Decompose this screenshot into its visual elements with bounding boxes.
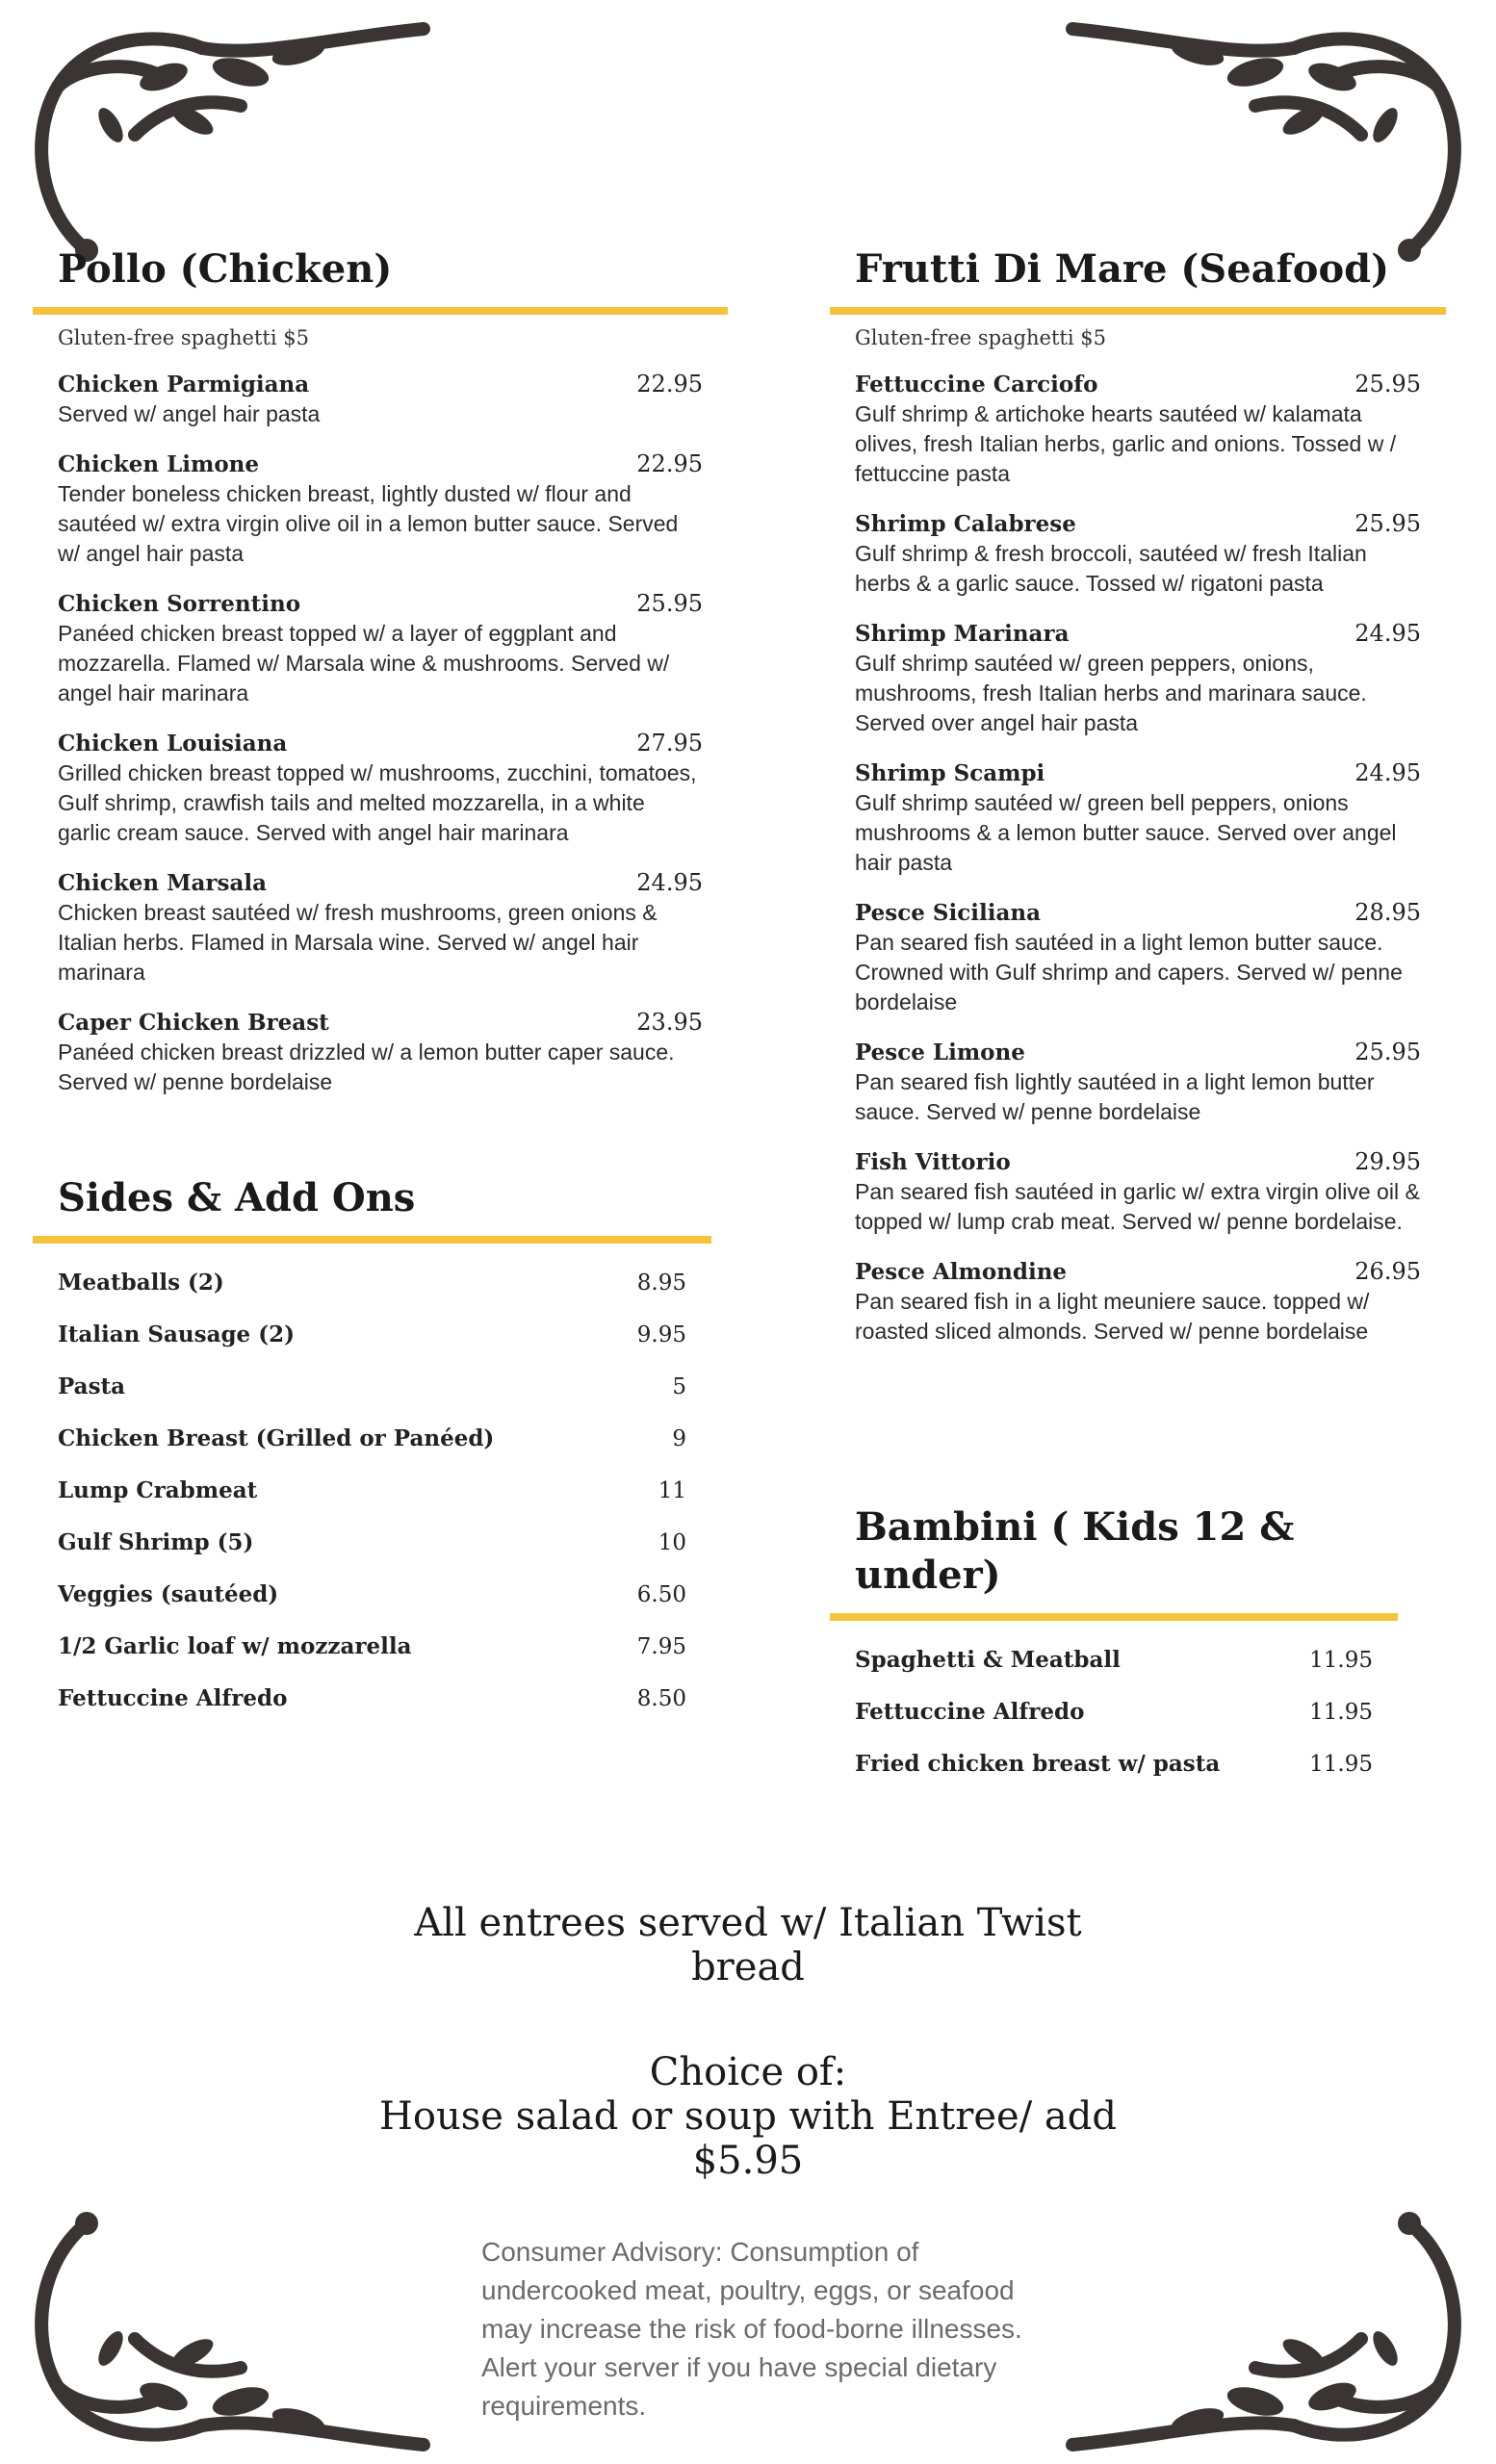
item-description: Gulf shrimp sautéed w/ green bell peppers, onions mushrooms & a lemon butter sauce. Served over angel hair pasta: [855, 790, 1397, 875]
item-price: 29.95: [1354, 1148, 1421, 1175]
ornament-icon: [1053, 19, 1477, 270]
item-name: Chicken Marsala: [58, 870, 268, 896]
item-price: 9.95: [636, 1322, 686, 1348]
item-price: 22.95: [636, 371, 703, 398]
item-price: 6.50: [636, 1582, 686, 1607]
item-name: Veggies (sautéed): [58, 1581, 279, 1607]
section-divider: [830, 1613, 1398, 1621]
item-name: Chicken Louisiana: [58, 731, 288, 757]
item-description: Pan seared fish sautéed in garlic w/ extra virgin olive oil & topped w/ lump crab meat. Served w/ penne bordelaise.: [855, 1179, 1420, 1234]
side-item: [33, 1517, 711, 1569]
menu-item: [33, 450, 728, 569]
item-name: Pesce Limone: [855, 1040, 1025, 1065]
side-item: [33, 1413, 711, 1465]
section-divider: [33, 307, 728, 315]
side-item: [33, 1309, 711, 1361]
item-name: Pasta: [58, 1373, 126, 1399]
bambini-section: [830, 1503, 1398, 1790]
menu-item: [830, 1039, 1446, 1127]
item-price: 11.95: [1309, 1752, 1373, 1777]
menu-item: [830, 759, 1446, 878]
menu-item: [33, 730, 728, 848]
item-name: Meatballs (2): [58, 1270, 224, 1296]
bambini-title: Bambini ( Kids 12 & under): [855, 1504, 1295, 1598]
menu-item: [830, 620, 1446, 738]
menu-item: [33, 371, 728, 429]
side-item: [33, 1361, 711, 1413]
item-price: 11.95: [1309, 1700, 1373, 1725]
item-name: Shrimp Marinara: [855, 621, 1070, 647]
pollo-section: [33, 245, 728, 1097]
item-price: 8.95: [636, 1270, 686, 1296]
menu-item: [33, 590, 728, 708]
bread-note: [363, 1901, 1133, 1989]
side-item: [33, 1621, 711, 1673]
item-price: 26.95: [1354, 1258, 1421, 1285]
ornament-icon: [19, 19, 443, 270]
item-price: 27.95: [636, 730, 703, 757]
item-price: 25.95: [636, 590, 703, 617]
bread-line: All entrees served w/ Italian Twist: [414, 1901, 1082, 1945]
item-description: Pan seared fish in a light meuniere sauce. topped w/ roasted sliced almonds. Served w/ penne bordelaise: [855, 1289, 1370, 1344]
bread-line: bread: [691, 1945, 805, 1989]
item-price: 25.95: [1354, 371, 1421, 398]
item-price: 11.95: [1309, 1648, 1373, 1673]
corner-ornament-bottom-left: [19, 2204, 443, 2454]
item-name: Spaghetti & Meatball: [855, 1647, 1121, 1673]
item-name: Chicken Parmigiana: [58, 372, 310, 398]
item-description: Served w/ angel hair pasta: [58, 401, 321, 426]
choice-note: [363, 2050, 1133, 2183]
item-name: Pesce Siciliana: [855, 900, 1041, 926]
item-name: Pesce Almondine: [855, 1259, 1068, 1285]
menu-item: [830, 1258, 1446, 1347]
item-name: Fish Vittorio: [855, 1149, 1011, 1175]
seafood-section: [830, 245, 1446, 1347]
side-item: [33, 1257, 711, 1309]
item-price: 8.50: [636, 1686, 686, 1711]
item-price: 9: [672, 1426, 686, 1451]
kids-item: [830, 1634, 1398, 1686]
section-divider: [33, 1236, 711, 1244]
side-item: [33, 1465, 711, 1517]
item-price: 22.95: [636, 450, 703, 477]
item-price: 24.95: [1354, 759, 1421, 786]
item-name: Chicken Breast (Grilled or Panéed): [58, 1425, 495, 1451]
item-name: Shrimp Calabrese: [855, 511, 1076, 537]
side-item: [33, 1673, 711, 1725]
item-name: Italian Sausage (2): [58, 1322, 295, 1348]
seafood-note: Gluten-free spaghetti $5: [855, 326, 1106, 349]
item-price: 10: [658, 1530, 686, 1555]
item-price: 24.95: [636, 869, 703, 896]
item-description: Gulf shrimp & fresh broccoli, sautéed w/ fresh Italian herbs & a garlic sauce. Tossed w/ rigatoni pasta: [855, 541, 1367, 596]
item-price: 25.95: [1354, 1039, 1421, 1065]
pollo-note: Gluten-free spaghetti $5: [58, 326, 309, 349]
menu-item: [830, 1148, 1446, 1237]
side-item: [33, 1569, 711, 1621]
item-name: Fried chicken breast w/ pasta: [855, 1751, 1221, 1777]
item-description: Chicken breast sautéed w/ fresh mushrooms, green onions & Italian herbs. Flamed in Marsala wine. Served w/ angel hair marinara: [58, 900, 658, 985]
item-price: 11: [658, 1478, 686, 1503]
item-name: Fettuccine Alfredo: [58, 1685, 288, 1711]
item-description: Pan seared fish sautéed in a light lemon butter sauce. Crowned with Gulf shrimp and capers. Served w/ penne bordelaise: [855, 930, 1403, 1014]
item-description: Gulf shrimp & artichoke hearts sautéed w/ kalamata olives, fresh Italian herbs, garlic and onions. Tossed w / fettuccine pasta: [855, 401, 1397, 486]
ornament-icon: [1053, 2204, 1477, 2454]
item-price: 28.95: [1354, 899, 1421, 926]
item-name: Gulf Shrimp (5): [58, 1529, 254, 1555]
item-price: 23.95: [636, 1009, 703, 1036]
ornament-icon: [19, 2204, 443, 2454]
item-description: Gulf shrimp sautéed w/ green peppers, onions, mushrooms, fresh Italian herbs and marinara sauce. Served over angel hair pasta: [855, 651, 1367, 735]
item-name: Fettuccine Carciofo: [855, 372, 1098, 398]
item-name: Chicken Limone: [58, 451, 260, 477]
item-description: Panéed chicken breast topped w/ a layer of eggplant and mozzarella. Flamed w/ Marsala wine & mushrooms. Served w/ angel hair marinara: [58, 621, 670, 706]
item-name: Caper Chicken Breast: [58, 1010, 329, 1036]
item-price: 5: [672, 1374, 686, 1399]
sides-section: [33, 1174, 711, 1725]
kids-item: [830, 1738, 1398, 1790]
kids-item: [830, 1686, 1398, 1738]
menu-item: [830, 510, 1446, 599]
choice-line: $5.95: [692, 2139, 804, 2183]
consumer-advisory: Consumer Advisory: Consumption of undercooked meat, poultry, eggs, or seafood may increase the risk of food-borne illnesses. Alert your server if you have special dietary requirements.: [481, 2237, 1022, 2421]
item-name: Fettuccine Alfredo: [855, 1699, 1085, 1725]
item-description: Panéed chicken breast drizzled w/ a lemon butter caper sauce. Served w/ penne bordelaise: [58, 1040, 675, 1094]
item-description: Tender boneless chicken breast, lightly dusted w/ flour and sautéed w/ extra virgin olive oil in a lemon butter sauce. Served w/ angel hair pasta: [58, 481, 679, 566]
choice-line: House salad or soup with Entree/ add: [379, 2094, 1117, 2139]
item-description: Pan seared fish lightly sautéed in a light lemon butter sauce. Served w/ penne bordelaise: [855, 1069, 1375, 1124]
menu-item: [830, 899, 1446, 1017]
item-name: 1/2 Garlic loaf w/ mozzarella: [58, 1633, 412, 1659]
pollo-title: Pollo (Chicken): [58, 246, 393, 292]
menu-item: [33, 869, 728, 988]
corner-ornament-top-right: [1053, 19, 1477, 270]
sides-title: Sides & Add Ons: [58, 1175, 416, 1220]
item-price: 7.95: [636, 1634, 686, 1659]
seafood-title: Frutti Di Mare (Seafood): [855, 246, 1390, 292]
item-price: 24.95: [1354, 620, 1421, 647]
item-name: Lump Crabmeat: [58, 1477, 258, 1503]
menu-item: [33, 1009, 728, 1097]
section-divider: [830, 307, 1446, 315]
menu-item: [830, 371, 1446, 489]
corner-ornament-bottom-right: [1053, 2204, 1477, 2454]
corner-ornament-top-left: [19, 19, 443, 270]
choice-line: Choice of:: [649, 2050, 847, 2094]
item-description: Grilled chicken breast topped w/ mushrooms, zucchini, tomatoes, Gulf shrimp, crawfish tails and melted mozzarella, in a white garlic cream sauce. Served with angel hair marinara: [58, 760, 697, 845]
item-name: Chicken Sorrentino: [58, 591, 301, 617]
item-name: Shrimp Scampi: [855, 760, 1045, 786]
item-price: 25.95: [1354, 510, 1421, 537]
